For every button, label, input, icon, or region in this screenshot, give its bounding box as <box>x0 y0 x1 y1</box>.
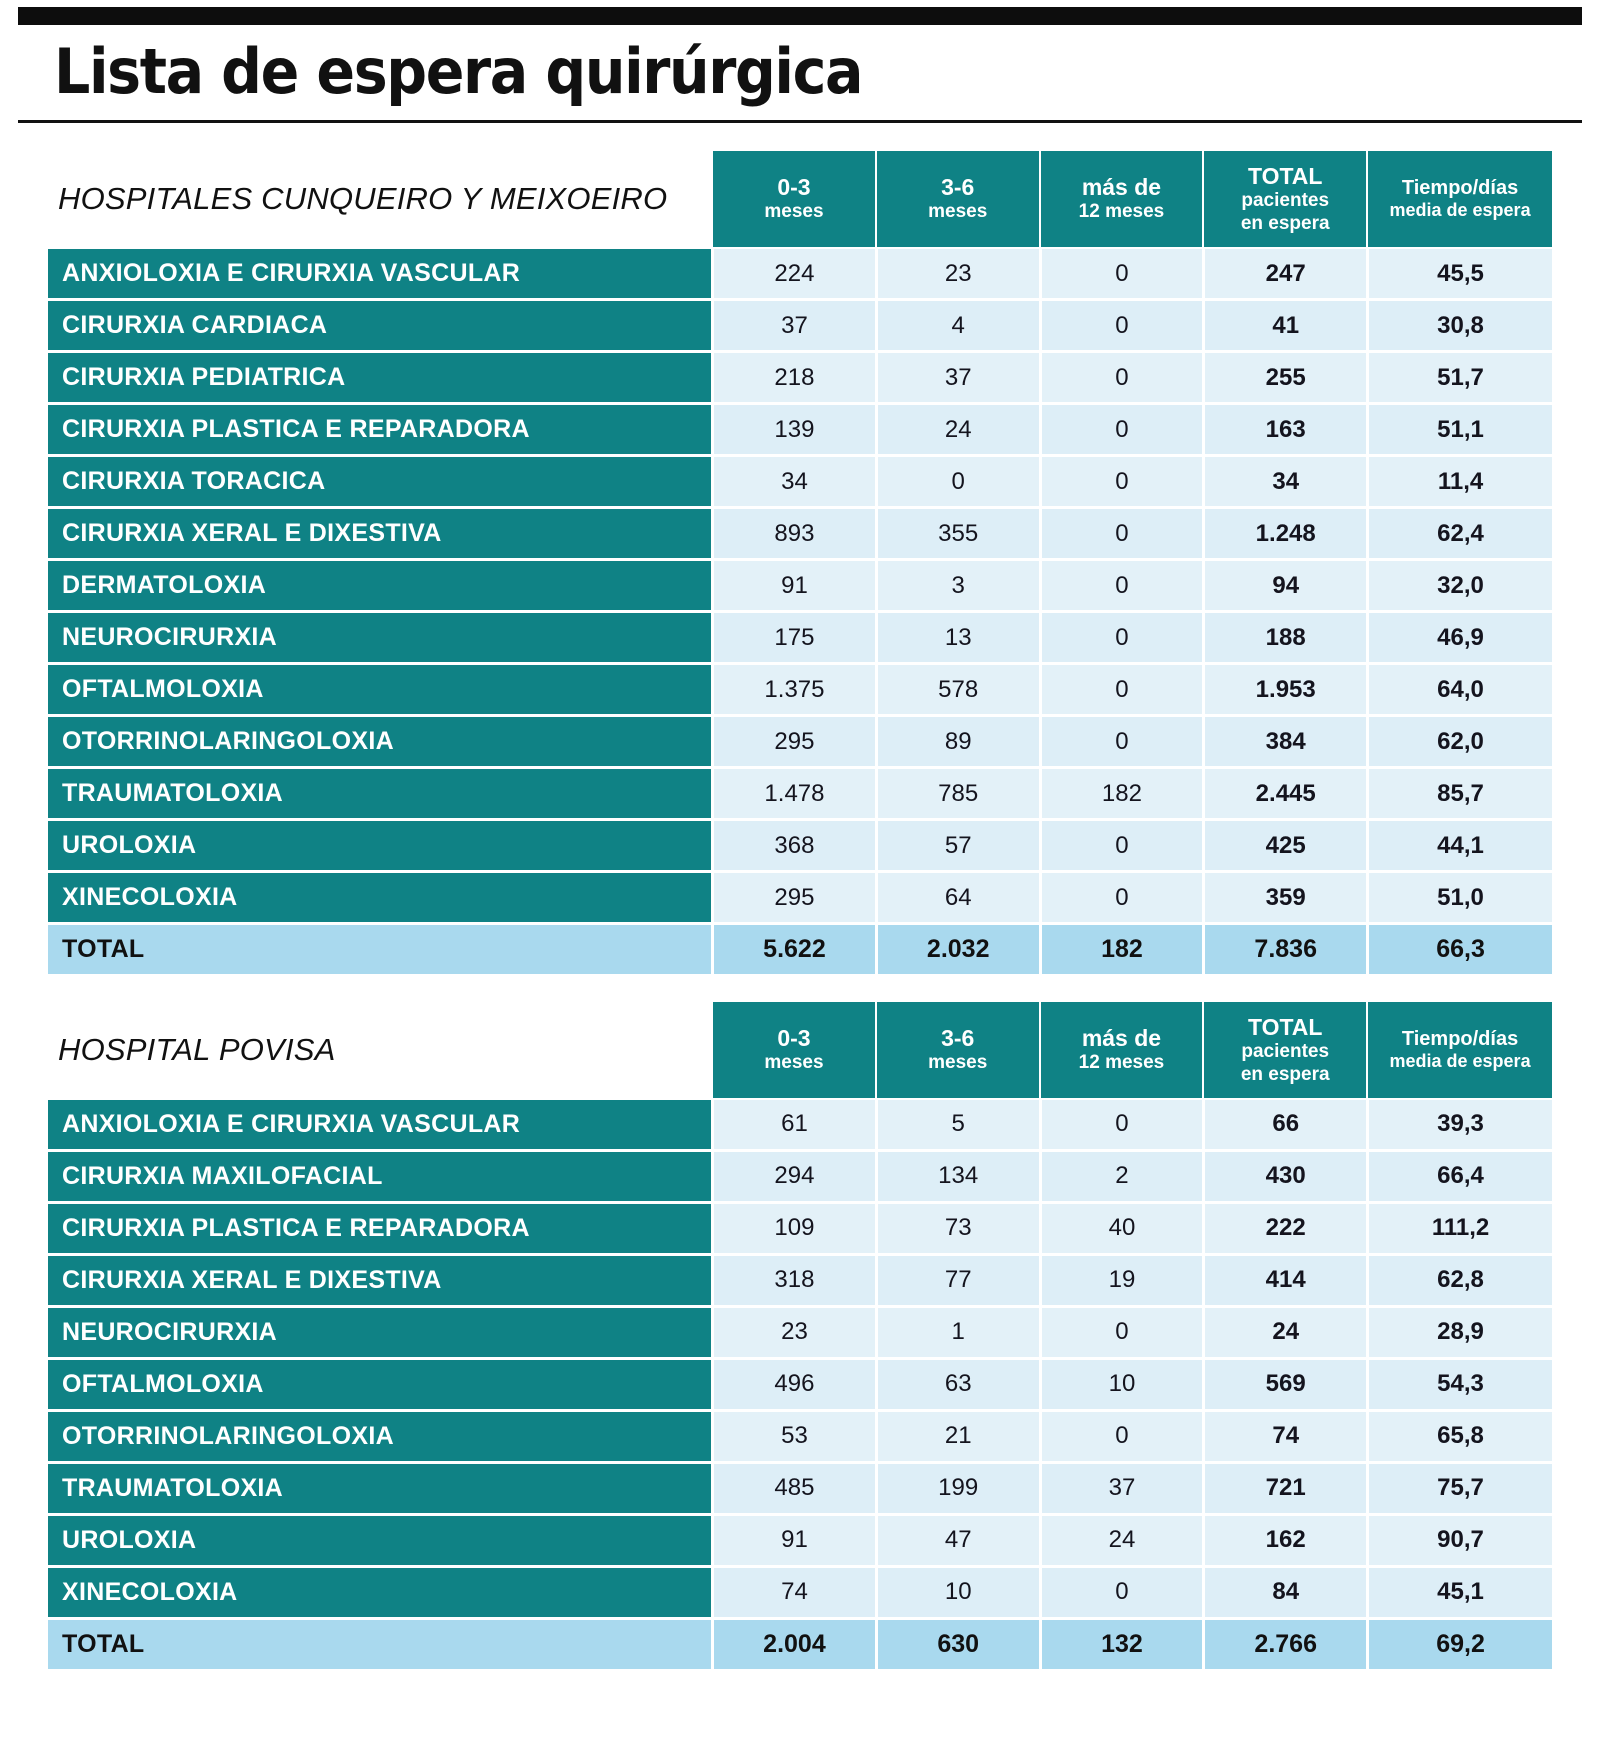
column-header-total-pacientes <box>1202 1000 1366 1100</box>
cell-tiempo-dias: 45,5 <box>1366 249 1552 301</box>
col-tiempo-line1: Tiempo/días <box>1401 1027 1519 1050</box>
cell-mas-12-meses: 0 <box>1039 821 1203 873</box>
cell-0-3-meses: 1.375 <box>711 665 875 717</box>
col-total-line3: en espera <box>1240 1063 1330 1085</box>
row-label-specialty: CIRURXIA PLASTICA E REPARADORA <box>48 405 711 457</box>
cell-3-6-meses: 24 <box>875 405 1039 457</box>
cell-0-3-meses: 91 <box>711 561 875 613</box>
col-12-line1: más de <box>1081 174 1162 201</box>
cell-3-6-meses: 1 <box>875 1308 1039 1360</box>
cell-tiempo-dias: 62,0 <box>1366 717 1552 769</box>
cell-3-6-meses: 21 <box>875 1412 1039 1464</box>
col-total-line1: TOTAL <box>1247 1014 1323 1041</box>
cell-mas-12-meses: 0 <box>1039 613 1203 665</box>
cell-mas-12-meses: 0 <box>1039 1308 1203 1360</box>
row-label-specialty: ANXIOLOXIA E CIRURXIA VASCULAR <box>48 249 711 301</box>
cell-tiempo-dias: 30,8 <box>1366 301 1552 353</box>
cell-3-6-meses: 355 <box>875 509 1039 561</box>
cell-mas-12-meses: 0 <box>1039 1412 1203 1464</box>
cell-3-6-meses: 2.032 <box>875 925 1039 974</box>
cell-tiempo-dias: 44,1 <box>1366 821 1552 873</box>
cell-0-3-meses: 2.004 <box>711 1620 875 1669</box>
table-row <box>48 1204 1552 1256</box>
table-row <box>48 1100 1552 1152</box>
row-label-specialty: TRAUMATOLOXIA <box>48 1464 711 1516</box>
cell-tiempo-dias: 45,1 <box>1366 1568 1552 1620</box>
table-row <box>48 1464 1552 1516</box>
cell-total-pacientes: 2.445 <box>1202 769 1366 821</box>
cell-total-pacientes: 94 <box>1202 561 1366 613</box>
cell-mas-12-meses: 0 <box>1039 665 1203 717</box>
cell-mas-12-meses: 40 <box>1039 1204 1203 1256</box>
cell-tiempo-dias: 32,0 <box>1366 561 1552 613</box>
col-0-3-line2: meses <box>764 201 824 223</box>
row-label-specialty: OTORRINOLARINGOLOXIA <box>48 1412 711 1464</box>
cell-3-6-meses: 10 <box>875 1568 1039 1620</box>
cell-tiempo-dias: 65,8 <box>1366 1412 1552 1464</box>
cell-total-pacientes: 74 <box>1202 1412 1366 1464</box>
col-0-3-line1: 0-3 <box>777 1025 811 1052</box>
row-label-specialty: UROLOXIA <box>48 821 711 873</box>
cell-mas-12-meses: 24 <box>1039 1516 1203 1568</box>
table-block-cunqueiro-meixoeiro <box>18 123 1582 974</box>
col-3-6-line2: meses <box>928 201 988 223</box>
table-row <box>48 1308 1552 1360</box>
table-total-row <box>48 925 1552 974</box>
table-block-povisa <box>18 974 1582 1669</box>
row-label-specialty: DERMATOLOXIA <box>48 561 711 613</box>
table-row <box>48 769 1552 821</box>
row-label-specialty: OFTALMOLOXIA <box>48 1360 711 1412</box>
hospital-name-1: HOSPITALES CUNQUEIRO Y MEIXOEIRO <box>48 149 711 249</box>
cell-0-3-meses: 91 <box>711 1516 875 1568</box>
cell-tiempo-dias: 46,9 <box>1366 613 1552 665</box>
cell-total-pacientes: 721 <box>1202 1464 1366 1516</box>
cell-3-6-meses: 37 <box>875 353 1039 405</box>
cell-3-6-meses: 578 <box>875 665 1039 717</box>
table-row <box>48 1360 1552 1412</box>
table-row <box>48 249 1552 301</box>
column-header-tiempo-dias <box>1366 1000 1552 1100</box>
cell-0-3-meses: 496 <box>711 1360 875 1412</box>
col-tiempo-line2: media de espera <box>1389 200 1531 221</box>
row-label-specialty: CIRURXIA PEDIATRICA <box>48 353 711 405</box>
cell-tiempo-dias: 66,3 <box>1366 925 1552 974</box>
cell-mas-12-meses: 0 <box>1039 717 1203 769</box>
cell-3-6-meses: 134 <box>875 1152 1039 1204</box>
infographic-page <box>0 7 1600 1747</box>
table-2-header <box>48 1000 1552 1100</box>
cell-total-pacientes: 430 <box>1202 1152 1366 1204</box>
col-3-6-line2: meses <box>928 1052 988 1074</box>
cell-mas-12-meses: 0 <box>1039 405 1203 457</box>
col-tiempo-line2: media de espera <box>1389 1051 1531 1072</box>
cell-3-6-meses: 199 <box>875 1464 1039 1516</box>
col-12-line2: 12 meses <box>1078 1052 1165 1074</box>
cell-mas-12-meses: 37 <box>1039 1464 1203 1516</box>
cell-total-pacientes: 7.836 <box>1202 925 1366 974</box>
cell-3-6-meses: 630 <box>875 1620 1039 1669</box>
cell-mas-12-meses: 0 <box>1039 561 1203 613</box>
col-total-line1: TOTAL <box>1247 163 1323 190</box>
cell-total-pacientes: 162 <box>1202 1516 1366 1568</box>
cell-tiempo-dias: 51,1 <box>1366 405 1552 457</box>
cell-tiempo-dias: 54,3 <box>1366 1360 1552 1412</box>
cell-0-3-meses: 318 <box>711 1256 875 1308</box>
table-total-row <box>48 1620 1552 1669</box>
table-1-header-row <box>48 149 1552 249</box>
row-label-specialty: XINECOLOXIA <box>48 873 711 925</box>
cell-3-6-meses: 73 <box>875 1204 1039 1256</box>
cell-0-3-meses: 37 <box>711 301 875 353</box>
column-header-tiempo-dias <box>1366 149 1552 249</box>
cell-total-pacientes: 2.766 <box>1202 1620 1366 1669</box>
col-total-line2: pacientes <box>1241 1041 1330 1063</box>
table-row <box>48 1412 1552 1464</box>
title-area <box>18 25 1582 123</box>
table-row <box>48 821 1552 873</box>
row-label-specialty: NEUROCIRURXIA <box>48 1308 711 1360</box>
cell-total-pacientes: 24 <box>1202 1308 1366 1360</box>
table-2-header-row <box>48 1000 1552 1100</box>
cell-tiempo-dias: 66,4 <box>1366 1152 1552 1204</box>
cell-total-pacientes: 41 <box>1202 301 1366 353</box>
col-0-3-line2: meses <box>764 1052 824 1074</box>
cell-tiempo-dias: 85,7 <box>1366 769 1552 821</box>
cell-mas-12-meses: 182 <box>1039 769 1203 821</box>
cell-total-pacientes: 384 <box>1202 717 1366 769</box>
col-total-line2: pacientes <box>1241 190 1330 212</box>
row-label-specialty: OFTALMOLOXIA <box>48 665 711 717</box>
cell-total-pacientes: 414 <box>1202 1256 1366 1308</box>
cell-tiempo-dias: 90,7 <box>1366 1516 1552 1568</box>
row-label-specialty: NEUROCIRURXIA <box>48 613 711 665</box>
cell-total-pacientes: 84 <box>1202 1568 1366 1620</box>
cell-mas-12-meses: 19 <box>1039 1256 1203 1308</box>
cell-3-6-meses: 4 <box>875 301 1039 353</box>
cell-mas-12-meses: 0 <box>1039 1100 1203 1152</box>
cell-3-6-meses: 23 <box>875 249 1039 301</box>
table-row <box>48 613 1552 665</box>
row-label-specialty: CIRURXIA MAXILOFACIAL <box>48 1152 711 1204</box>
cell-tiempo-dias: 75,7 <box>1366 1464 1552 1516</box>
cell-0-3-meses: 893 <box>711 509 875 561</box>
cell-3-6-meses: 3 <box>875 561 1039 613</box>
cell-mas-12-meses: 132 <box>1039 1620 1203 1669</box>
cell-0-3-meses: 294 <box>711 1152 875 1204</box>
row-label-specialty: CIRURXIA PLASTICA E REPARADORA <box>48 1204 711 1256</box>
column-header-mas-de-12-meses <box>1039 1000 1203 1100</box>
col-tiempo-line1: Tiempo/días <box>1401 176 1519 199</box>
cell-tiempo-dias: 11,4 <box>1366 457 1552 509</box>
table-row <box>48 457 1552 509</box>
cell-tiempo-dias: 69,2 <box>1366 1620 1552 1669</box>
cell-tiempo-dias: 111,2 <box>1366 1204 1552 1256</box>
cell-mas-12-meses: 0 <box>1039 873 1203 925</box>
cell-mas-12-meses: 0 <box>1039 353 1203 405</box>
row-label-total: TOTAL <box>48 1620 711 1669</box>
cell-total-pacientes: 222 <box>1202 1204 1366 1256</box>
cell-3-6-meses: 0 <box>875 457 1039 509</box>
cell-0-3-meses: 224 <box>711 249 875 301</box>
column-header-mas-de-12-meses <box>1039 149 1203 249</box>
row-label-total: TOTAL <box>48 925 711 974</box>
cell-total-pacientes: 255 <box>1202 353 1366 405</box>
cell-0-3-meses: 74 <box>711 1568 875 1620</box>
column-header-0-3-meses <box>711 149 875 249</box>
table-row <box>48 665 1552 717</box>
cell-mas-12-meses: 10 <box>1039 1360 1203 1412</box>
cell-tiempo-dias: 39,3 <box>1366 1100 1552 1152</box>
row-label-specialty: CIRURXIA CARDIACA <box>48 301 711 353</box>
cell-0-3-meses: 1.478 <box>711 769 875 821</box>
cell-total-pacientes: 188 <box>1202 613 1366 665</box>
cell-3-6-meses: 64 <box>875 873 1039 925</box>
table-2-body <box>48 1100 1552 1669</box>
hospital-name-2: HOSPITAL POVISA <box>48 1000 711 1100</box>
row-label-specialty: OTORRINOLARINGOLOXIA <box>48 717 711 769</box>
col-3-6-line1: 3-6 <box>941 174 975 201</box>
cell-tiempo-dias: 64,0 <box>1366 665 1552 717</box>
table-row <box>48 301 1552 353</box>
cell-tiempo-dias: 51,7 <box>1366 353 1552 405</box>
cell-total-pacientes: 163 <box>1202 405 1366 457</box>
cell-total-pacientes: 359 <box>1202 873 1366 925</box>
table-row <box>48 1568 1552 1620</box>
cell-mas-12-meses: 0 <box>1039 249 1203 301</box>
table-row <box>48 1516 1552 1568</box>
cell-0-3-meses: 295 <box>711 717 875 769</box>
cell-total-pacientes: 569 <box>1202 1360 1366 1412</box>
cell-mas-12-meses: 0 <box>1039 457 1203 509</box>
col-0-3-line1: 0-3 <box>777 174 811 201</box>
cell-total-pacientes: 425 <box>1202 821 1366 873</box>
cell-mas-12-meses: 182 <box>1039 925 1203 974</box>
table-row <box>48 405 1552 457</box>
cell-total-pacientes: 34 <box>1202 457 1366 509</box>
table-row <box>48 717 1552 769</box>
column-header-3-6-meses <box>875 1000 1039 1100</box>
column-header-0-3-meses <box>711 1000 875 1100</box>
table-row <box>48 561 1552 613</box>
table-1-header <box>48 149 1552 249</box>
cell-0-3-meses: 485 <box>711 1464 875 1516</box>
cell-3-6-meses: 5 <box>875 1100 1039 1152</box>
col-12-line2: 12 meses <box>1078 201 1165 223</box>
cell-0-3-meses: 23 <box>711 1308 875 1360</box>
cell-0-3-meses: 61 <box>711 1100 875 1152</box>
cell-3-6-meses: 57 <box>875 821 1039 873</box>
column-header-3-6-meses <box>875 149 1039 249</box>
cell-tiempo-dias: 28,9 <box>1366 1308 1552 1360</box>
col-total-line3: en espera <box>1240 212 1330 234</box>
cell-0-3-meses: 53 <box>711 1412 875 1464</box>
table-row <box>48 509 1552 561</box>
row-label-specialty: ANXIOLOXIA E CIRURXIA VASCULAR <box>48 1100 711 1152</box>
cell-3-6-meses: 785 <box>875 769 1039 821</box>
cell-3-6-meses: 77 <box>875 1256 1039 1308</box>
cell-0-3-meses: 175 <box>711 613 875 665</box>
row-label-specialty: UROLOXIA <box>48 1516 711 1568</box>
cell-3-6-meses: 63 <box>875 1360 1039 1412</box>
cell-tiempo-dias: 62,4 <box>1366 509 1552 561</box>
table-row <box>48 1256 1552 1308</box>
cell-0-3-meses: 5.622 <box>711 925 875 974</box>
table-row <box>48 353 1552 405</box>
cell-3-6-meses: 13 <box>875 613 1039 665</box>
row-label-specialty: TRAUMATOLOXIA <box>48 769 711 821</box>
column-header-total-pacientes <box>1202 149 1366 249</box>
cell-0-3-meses: 34 <box>711 457 875 509</box>
top-black-bar <box>18 7 1582 25</box>
table-row <box>48 873 1552 925</box>
cell-tiempo-dias: 62,8 <box>1366 1256 1552 1308</box>
cell-total-pacientes: 1.248 <box>1202 509 1366 561</box>
table-1-body <box>48 249 1552 974</box>
table-row <box>48 1152 1552 1204</box>
cell-mas-12-meses: 0 <box>1039 1568 1203 1620</box>
cell-0-3-meses: 139 <box>711 405 875 457</box>
waitlist-table-2 <box>48 1000 1552 1669</box>
cell-3-6-meses: 89 <box>875 717 1039 769</box>
row-label-specialty: CIRURXIA XERAL E DIXESTIVA <box>48 509 711 561</box>
row-label-specialty: XINECOLOXIA <box>48 1568 711 1620</box>
cell-mas-12-meses: 0 <box>1039 301 1203 353</box>
cell-total-pacientes: 1.953 <box>1202 665 1366 717</box>
cell-0-3-meses: 109 <box>711 1204 875 1256</box>
col-12-line1: más de <box>1081 1025 1162 1052</box>
cell-tiempo-dias: 51,0 <box>1366 873 1552 925</box>
page-title: Lista de espera quirúrgica <box>54 35 863 108</box>
cell-0-3-meses: 295 <box>711 873 875 925</box>
cell-total-pacientes: 66 <box>1202 1100 1366 1152</box>
cell-0-3-meses: 218 <box>711 353 875 405</box>
cell-mas-12-meses: 0 <box>1039 509 1203 561</box>
waitlist-table-1 <box>48 149 1552 974</box>
cell-0-3-meses: 368 <box>711 821 875 873</box>
cell-3-6-meses: 47 <box>875 1516 1039 1568</box>
cell-mas-12-meses: 2 <box>1039 1152 1203 1204</box>
cell-total-pacientes: 247 <box>1202 249 1366 301</box>
col-3-6-line1: 3-6 <box>941 1025 975 1052</box>
row-label-specialty: CIRURXIA TORACICA <box>48 457 711 509</box>
row-label-specialty: CIRURXIA XERAL E DIXESTIVA <box>48 1256 711 1308</box>
